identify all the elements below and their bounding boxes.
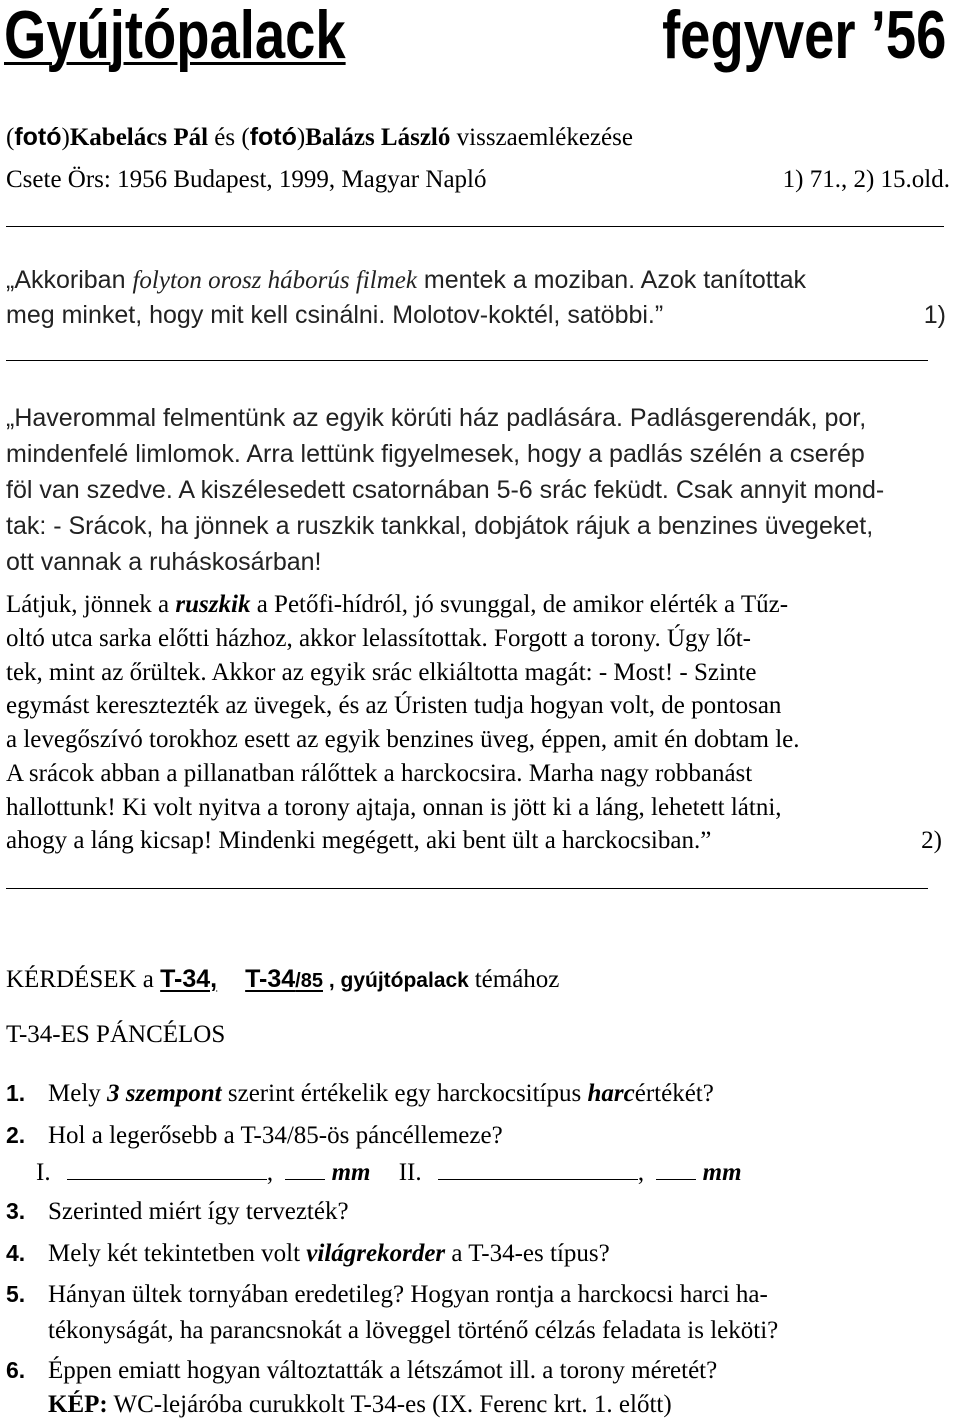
questions-header: KÉRDÉSEK a T-34, T-34/85 , gyújtópalack témához	[6, 965, 560, 993]
t34-label: T-34,	[160, 965, 218, 993]
question-1: 1. Mely 3 szempont szerint értékelik egy harckocsitípus harcértékét?	[6, 1080, 714, 1107]
kep-label: KÉP:	[48, 1391, 108, 1418]
divider	[6, 888, 928, 889]
fill-line: I. , mm II. , mm	[36, 1159, 742, 1186]
emphasis: ruszkik	[175, 591, 251, 618]
quote3-line: tek, mint az őrültek. Akkor az egyik srác elkiáltotta magát: - Most! - Szinte	[6, 658, 757, 686]
page-title-right: fegyver ’56	[661, 0, 946, 73]
divider	[6, 226, 944, 227]
quote1-line: „Akkoriban folyton orosz háborús filmek mentek a moziban. Azok tanítottak	[6, 266, 807, 294]
author-name: Balázs László	[305, 124, 451, 151]
quote2-line: föl van szedve. A kiszélesedett csatornában 5-6 srác feküdt. Csak annyit mond-	[6, 476, 885, 504]
answer-blank[interactable]	[438, 1159, 638, 1180]
quote3-line: hallottunk! Ki volt nyitva a torony ajtaja, onnan is jött ki a láng, lehetett látni,	[6, 793, 782, 821]
question-3: 3. Szerinted miért így tervezték?	[6, 1198, 349, 1225]
quote2-line: „Haverommal felmentünk az egyik körúti ház padlására. Padlásgerendák, por,	[6, 404, 867, 432]
source-line: (fotó)Kabelács Pál és (fotó)Balázs László visszaemlékezése	[6, 123, 633, 151]
author-name: Kabelács Pál	[69, 124, 209, 151]
foto-label: fotó	[14, 123, 62, 151]
quote3-line: ahogy a láng kicsap! Mindenki megégett, aki bent ült a harckocsiban.” 2)	[6, 827, 942, 854]
citation-line	[6, 165, 954, 195]
question-2: 2. Hol a legerősebb a T-34/85-ös páncéllemeze?	[6, 1122, 503, 1149]
answer-blank[interactable]	[285, 1159, 325, 1180]
section-title: T-34-ES PÁNCÉLOS	[6, 1021, 226, 1048]
page-title: Gyújtópalack	[4, 0, 346, 73]
question-6: 6. Éppen emiatt hogyan változtatták a létszámot ill. a torony méretét?	[6, 1357, 718, 1384]
citation: Csete Örs: 1956 Budapest, 1999, Magyar Napló	[6, 166, 487, 193]
quote2-line: mindenfelé limlomok. Arra lettünk figyelmesek, hogy a padlás szélén a cserép	[6, 440, 865, 468]
emphasis: folyton orosz háborús filmek	[132, 267, 417, 294]
divider	[6, 360, 928, 361]
question-4: 4. Mely két tekintetben volt világrekorder a T-34-es típus?	[6, 1240, 610, 1267]
quote3-line: a levegőszívó torokhoz esett az egyik benzines üveg, éppen, amit én dobtam le.	[6, 726, 800, 754]
quote2-line: ott vannak a ruháskosárban!	[6, 548, 322, 576]
t3485-label: T-34/85	[245, 965, 323, 993]
footnote-ref: 1)	[923, 301, 946, 329]
foto-label: fotó	[249, 123, 297, 151]
citation-pages: 1) 71., 2) 15.old.	[782, 166, 950, 193]
answer-blank[interactable]	[67, 1159, 267, 1180]
quote2-line: tak: - Srácok, ha jönnek a ruszkik tankkal, dobjátok rájuk a benzines üvegeket,	[6, 512, 874, 540]
question-5-cont: tékonyságát, ha parancsnokát a löveggel történő célzás feladata is leköti?	[48, 1317, 779, 1344]
footnote-ref: 2)	[921, 827, 942, 854]
quote3-line: A srácok abban a pillanatban rálőttek a harckocsira. Marha nagy robbanást	[6, 759, 753, 787]
quote1-line: meg minket, hogy mit kell csinálni. Molotov-koktél, satöbbi.” 1)	[6, 301, 946, 329]
answer-blank[interactable]	[656, 1159, 696, 1180]
image-caption: KÉP: WC-lejáróba curukkolt T-34-es (IX. Ferenc krt. 1. előtt)	[48, 1391, 672, 1418]
quote3-line: oltó utca sarka előtti házhoz, akkor lelassítottak. Forgott a torony. Úgy lőt-	[6, 625, 751, 652]
question-5: 5. Hányan ültek tornyában eredetileg? Hogyan rontja a harckocsi harci ha-	[6, 1281, 768, 1308]
quote3-line: egymást keresztezték az üvegek, és az Úristen tudja hogyan volt, de pontosan	[6, 692, 782, 720]
quote3-line: Látjuk, jönnek a ruszkik a Petőfi-hídról, jó svunggal, de amikor elérték a Tűz-	[6, 591, 789, 618]
